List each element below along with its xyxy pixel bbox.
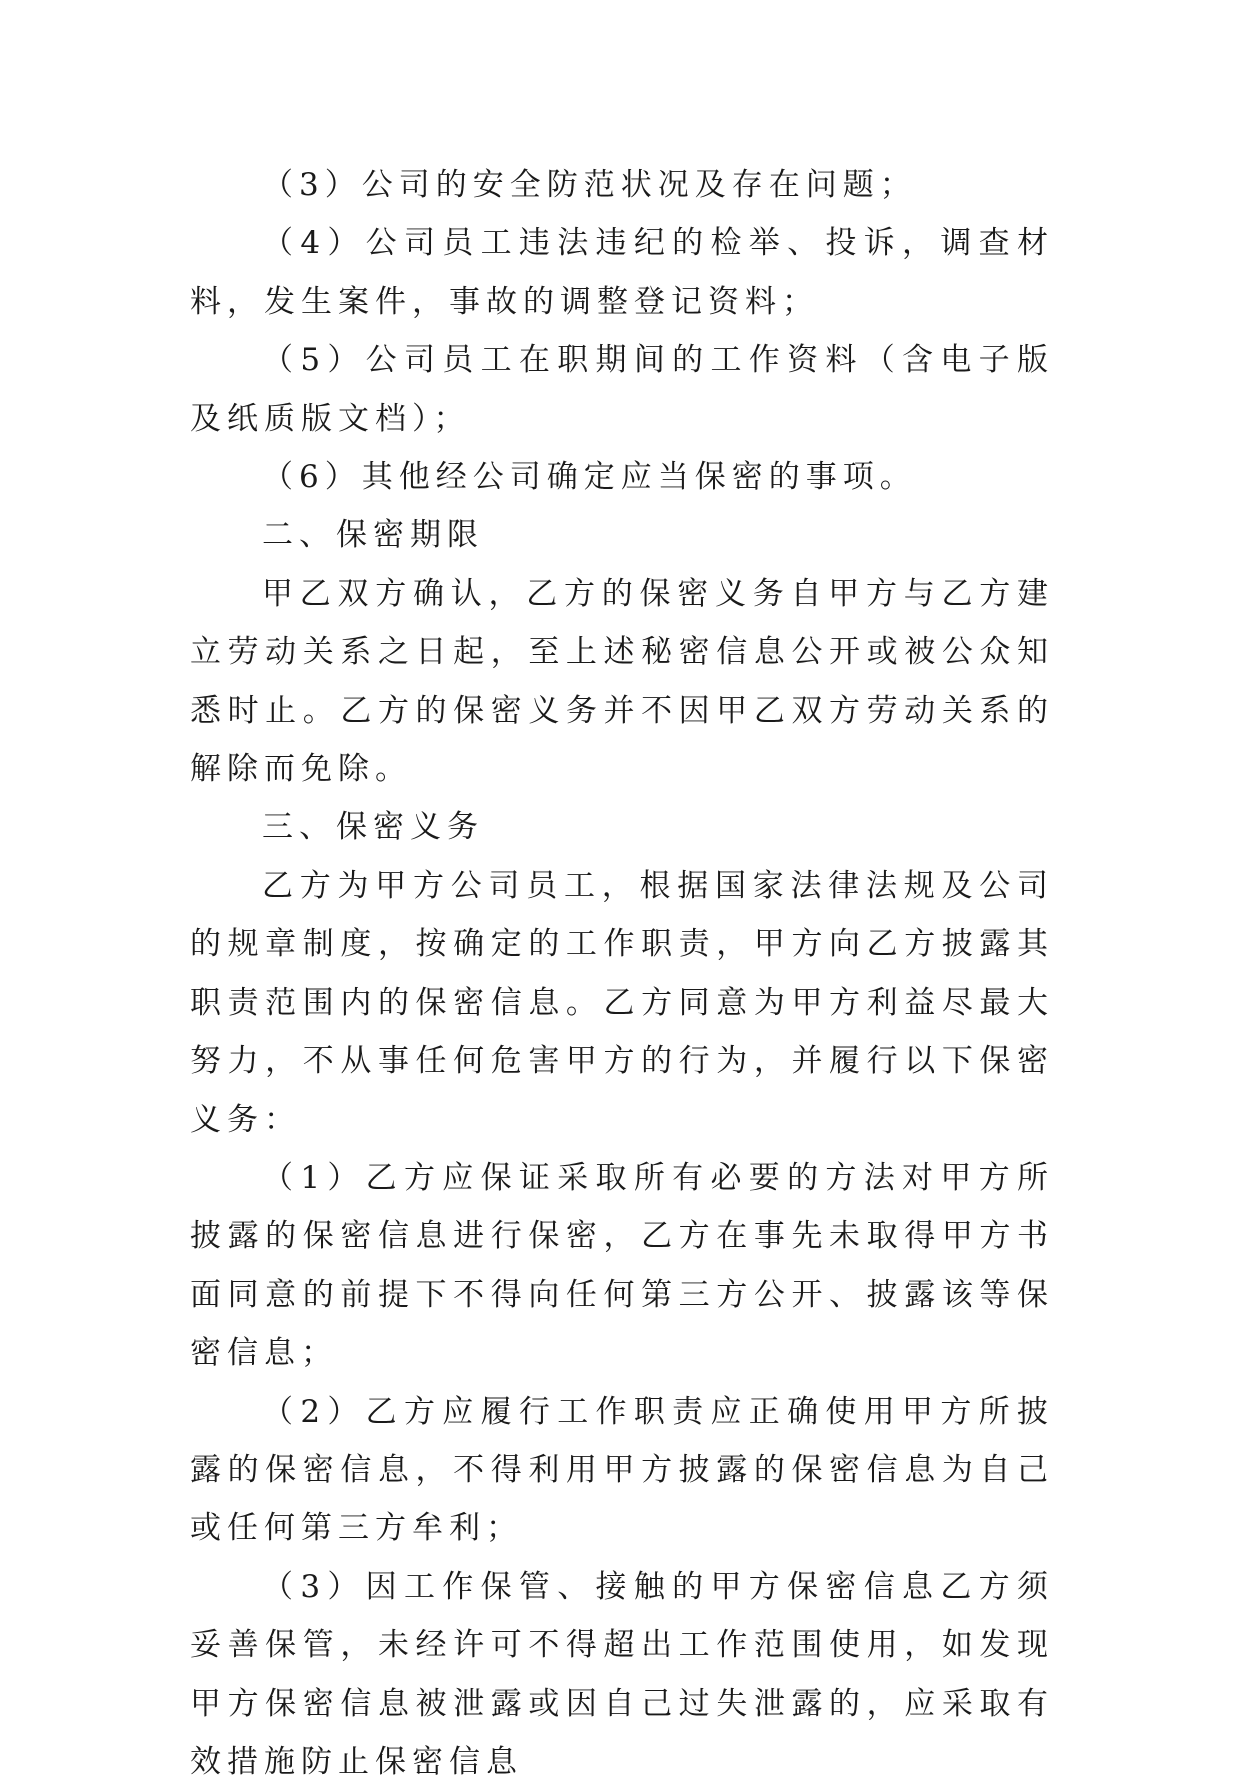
clause-item-3-security: （3）公司的安全防范状况及存在问题； <box>262 167 917 203</box>
obligation-item-3: （3）因工作保管、接触的甲方保密信息乙方须妥善保管，未经许可不得超出工作范围使用，如发现甲方保密信息被泄露或因自己过失泄露的，应采取有效措施防止保密信息 <box>190 1568 1054 1780</box>
clause-item-4-violations: （4）公司员工违法违纪的检举、投诉，调查材料，发生案件，事故的调整登记资料； <box>190 225 1054 320</box>
paragraph-obligations-intro: 乙方为甲方公司员工，根据国家法律法规及公司的规章制度，按确定的工作职责，甲方向乙方披露其职责范围内的保密信息。乙方同意为甲方利益尽最大努力，不从事任何危害甲方的行为，并履行以下保密义务： <box>190 867 1054 1138</box>
section-heading-confidentiality-period: 二、保密期限 <box>262 517 484 554</box>
paragraph-confidentiality-period: 甲乙双方确认，乙方的保密义务自甲方与乙方建立劳动关系之日起，至上述秘密信息公开或被公众知悉时止。乙方的保密义务并不因甲乙双方劳动关系的解除而免除。 <box>190 575 1054 788</box>
obligation-item-2: （2）乙方应履行工作职责应正确使用甲方所披露的保密信息，不得利用甲方披露的保密信息为自己或任何第三方牟利； <box>190 1393 1054 1547</box>
document-body <box>190 156 1054 1791</box>
clause-item-5-work-materials: （5）公司员工在职期间的工作资料（含电子版及纸质版文档）； <box>190 342 1054 437</box>
clause-item-6-other-matters: （6）其他经公司确定应当保密的事项。 <box>262 459 917 496</box>
section-heading-confidentiality-obligations: 三、保密义务 <box>262 809 484 846</box>
obligation-item-1: （1）乙方应保证采取所有必要的方法对甲方所披露的保密信息进行保密，乙方在事先未取得甲方书面同意的前提下不得向任何第三方公开、披露该等保密信息； <box>190 1159 1054 1372</box>
